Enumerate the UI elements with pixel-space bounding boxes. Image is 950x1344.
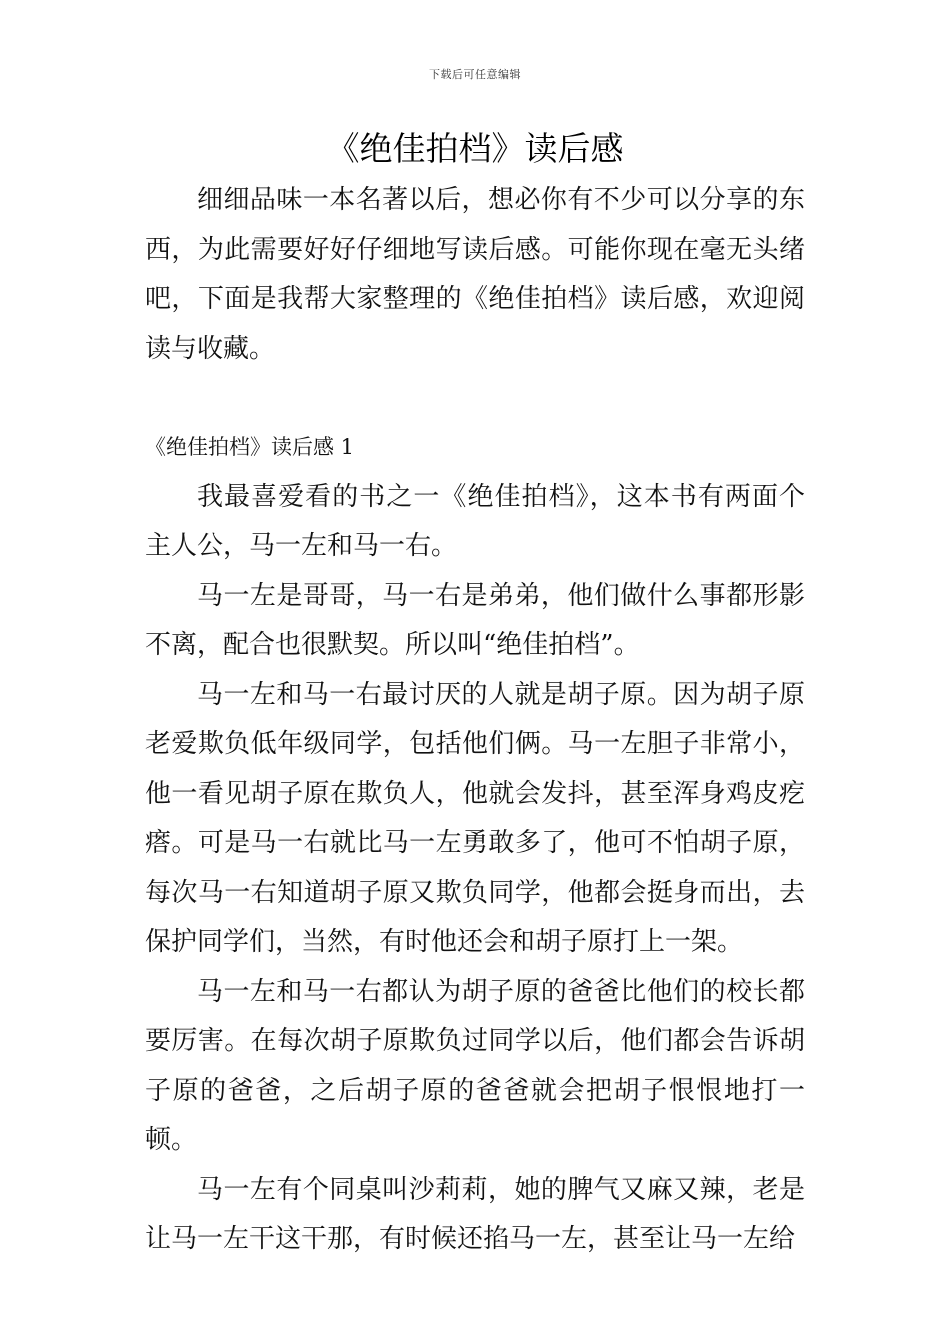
header-note: 下载后可任意编辑 [429, 68, 521, 81]
body-paragraph-3: 马一左和马一右最讨厌的人就是胡子原。因为胡子原老爱欺负低年级同学，包括他们俩。马一左胆子非常小，他一看见胡子原在欺负人，他就会发抖，甚至浑身鸡皮疙瘩。可是马一右就比马一左勇敢多了，他可不怕胡子原，每次马一右知道胡子原又欺负同学，他都会挺身而出，去保护同学们，当然，有时他还会和胡子原打上一架。 [145, 679, 805, 957]
body-paragraph-1: 我最喜爱看的书之一《绝佳拍档》，这本书有两面个主人公，马一左和马一右。 [145, 481, 805, 561]
section-heading: 《绝佳拍档》读后感 1 [145, 435, 355, 459]
body-paragraph-2: 马一左是哥哥，马一右是弟弟，他们做什么事都形影不离，配合也很默契。所以叫“绝佳拍档”。 [145, 580, 805, 660]
document-body [145, 176, 805, 1265]
body-paragraph-4: 马一左和马一右都认为胡子原的爸爸比他们的校长都要厉害。在每次胡子原欺负过同学以后，他们都会告诉胡子原的爸爸，之后胡子原的爸爸就会把胡子恨恨地打一顿。 [145, 976, 805, 1155]
intro-paragraph: 细细品味一本名著以后，想必你有不少可以分享的东西，为此需要好好仔细地写读后感。可能你现在毫无头绪吧，下面是我帮大家整理的《绝佳拍档》读后感，欢迎阅读与收藏。 [145, 185, 805, 364]
document-title: 《绝佳拍档》读后感 [326, 129, 624, 168]
body-paragraph-5: 马一左有个同桌叫沙莉莉，她的脾气又麻又辣，老是让马一左干这干那，有时候还掐马一左，甚至让马一左给 [145, 1174, 805, 1254]
